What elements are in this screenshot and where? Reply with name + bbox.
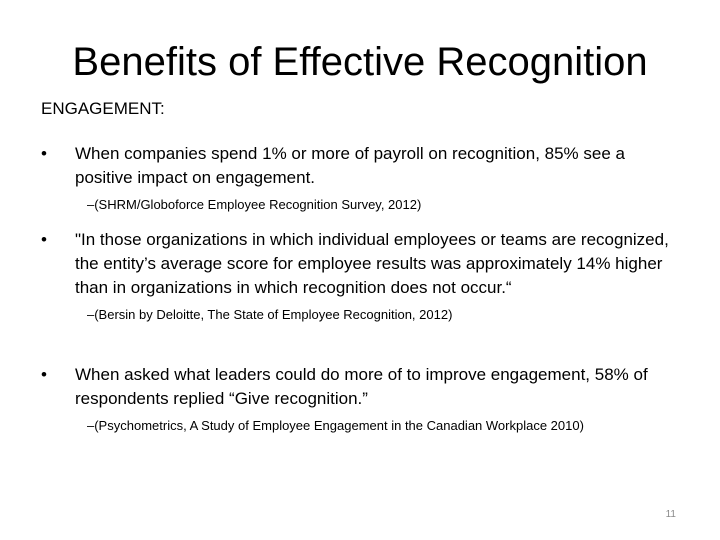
bullet-text-row	[41, 228, 681, 300]
bullet-marker: •	[41, 144, 47, 163]
bullet-marker: •	[41, 365, 47, 384]
bullet-item	[41, 142, 681, 214]
section-label: ENGAGEMENT:	[41, 99, 165, 118]
citation: –(SHRM/Globoforce Employee Recognition Survey, 2012)	[87, 197, 422, 212]
citation: –(Psychometrics, A Study of Employee Engagement in the Canadian Workplace 2010)	[87, 418, 584, 433]
bullet-text: When asked what leaders could do more of to improve engagement, 58% of respondents replied “Give recognition.”	[75, 365, 648, 408]
bullet-text-row	[41, 363, 681, 411]
bullet-item	[41, 228, 681, 324]
bullet-text: "In those organizations in which individual employees or teams are recognized, the entity’s average score for employee results was approximately 14% higher than in organizations in which recognition does not occur.“	[75, 230, 669, 297]
slide-title: Benefits of Effective Recognition	[72, 40, 648, 84]
bullet-text: When companies spend 1% or more of payroll on recognition, 85% see a positive impact on engagement.	[75, 144, 625, 187]
page-number: 11	[665, 509, 676, 520]
bullet-item	[41, 363, 681, 435]
bullet-marker: •	[41, 230, 47, 249]
bullet-text-row	[41, 142, 681, 190]
citation: –(Bersin by Deloitte, The State of Employee Recognition, 2012)	[87, 307, 453, 322]
